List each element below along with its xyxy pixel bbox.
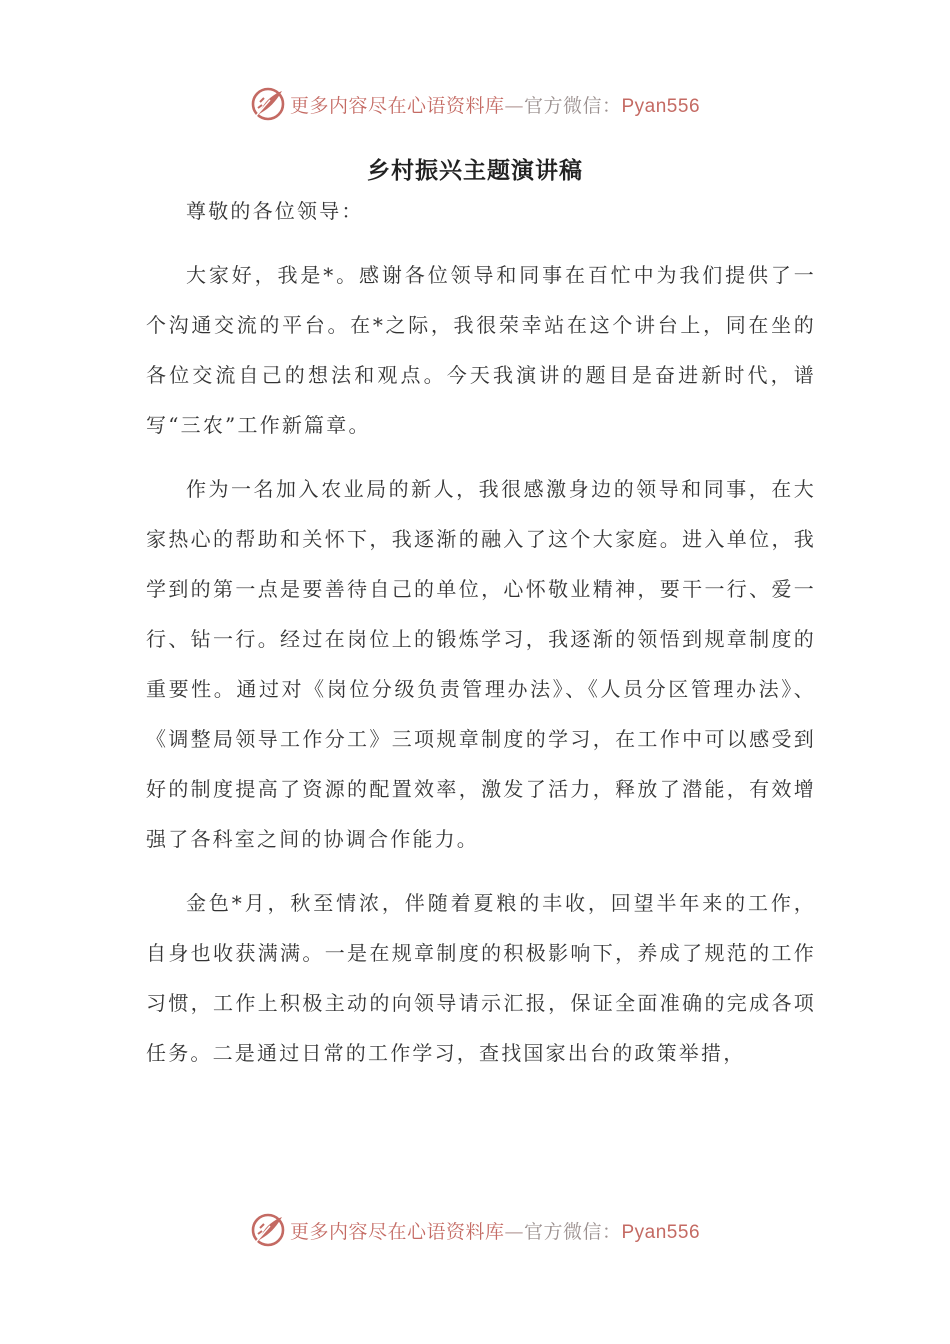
watermark-main: 更多内容尽在心语资料库 bbox=[289, 94, 505, 117]
paragraph-3: 金色*月，秋至情浓，伴随着夏粮的丰收，回望半年来的工作，自身也收获满满。一是在规章制度的积极影响下，养成了规范的工作习惯，工作上积极主动的向领导请示汇报，保证全面准确的完成各项任务。二是通过日常的工作学习，查找国家出台的政策举措， bbox=[146, 891, 816, 1065]
watermark-wechat-label: 官方微信： bbox=[523, 94, 622, 117]
header-watermark bbox=[0, 84, 950, 124]
paragraph-2: 作为一名加入农业局的新人，我很感激身边的领导和同事，在大家热心的帮助和关怀下，我逐渐的融入了这个大家庭。进入单位，我学到的第一点是要善待自己的单位，心怀敬业精神，要干一行、爱一行、钻一行。经过在岗位上的锻炼学习，我逐渐的领悟到规章制度的重要性。通过对《岗位分级负责管理办法》、《人员分区管理办法》、《调整局领导工作分工》三项规章制度的学习，在工作中可以感受到好的制度提高了资源的配置效率，激发了活力，释放了潜能，有效增强了各科室之间的协调合作能力。 bbox=[146, 477, 816, 851]
watermark-separator: — bbox=[504, 1220, 524, 1243]
watermark-wechat-id: Pyan556 bbox=[621, 95, 701, 117]
watermark-separator: — bbox=[504, 94, 524, 117]
footer-watermark bbox=[0, 1210, 950, 1250]
document-body bbox=[146, 186, 816, 1092]
salutation: 尊敬的各位领导： bbox=[186, 199, 364, 223]
quill-logo-icon bbox=[250, 86, 286, 122]
watermark-text bbox=[290, 91, 700, 118]
document-title: 乡村振兴主题演讲稿 bbox=[367, 157, 583, 184]
watermark-text bbox=[290, 1217, 700, 1244]
watermark-wechat-id: Pyan556 bbox=[621, 1221, 701, 1243]
watermark-main: 更多内容尽在心语资料库 bbox=[289, 1220, 505, 1243]
quill-logo-icon bbox=[250, 1212, 286, 1248]
paragraph-1: 大家好，我是*。感谢各位领导和同事在百忙中为我们提供了一个沟通交流的平台。在*之际，我很荣幸站在这个讲台上，同在坐的各位交流自己的想法和观点。今天我演讲的题目是奋进新时代，谱写“三农”工作新篇章。 bbox=[146, 263, 816, 437]
watermark-wechat-label: 官方微信： bbox=[523, 1220, 622, 1243]
